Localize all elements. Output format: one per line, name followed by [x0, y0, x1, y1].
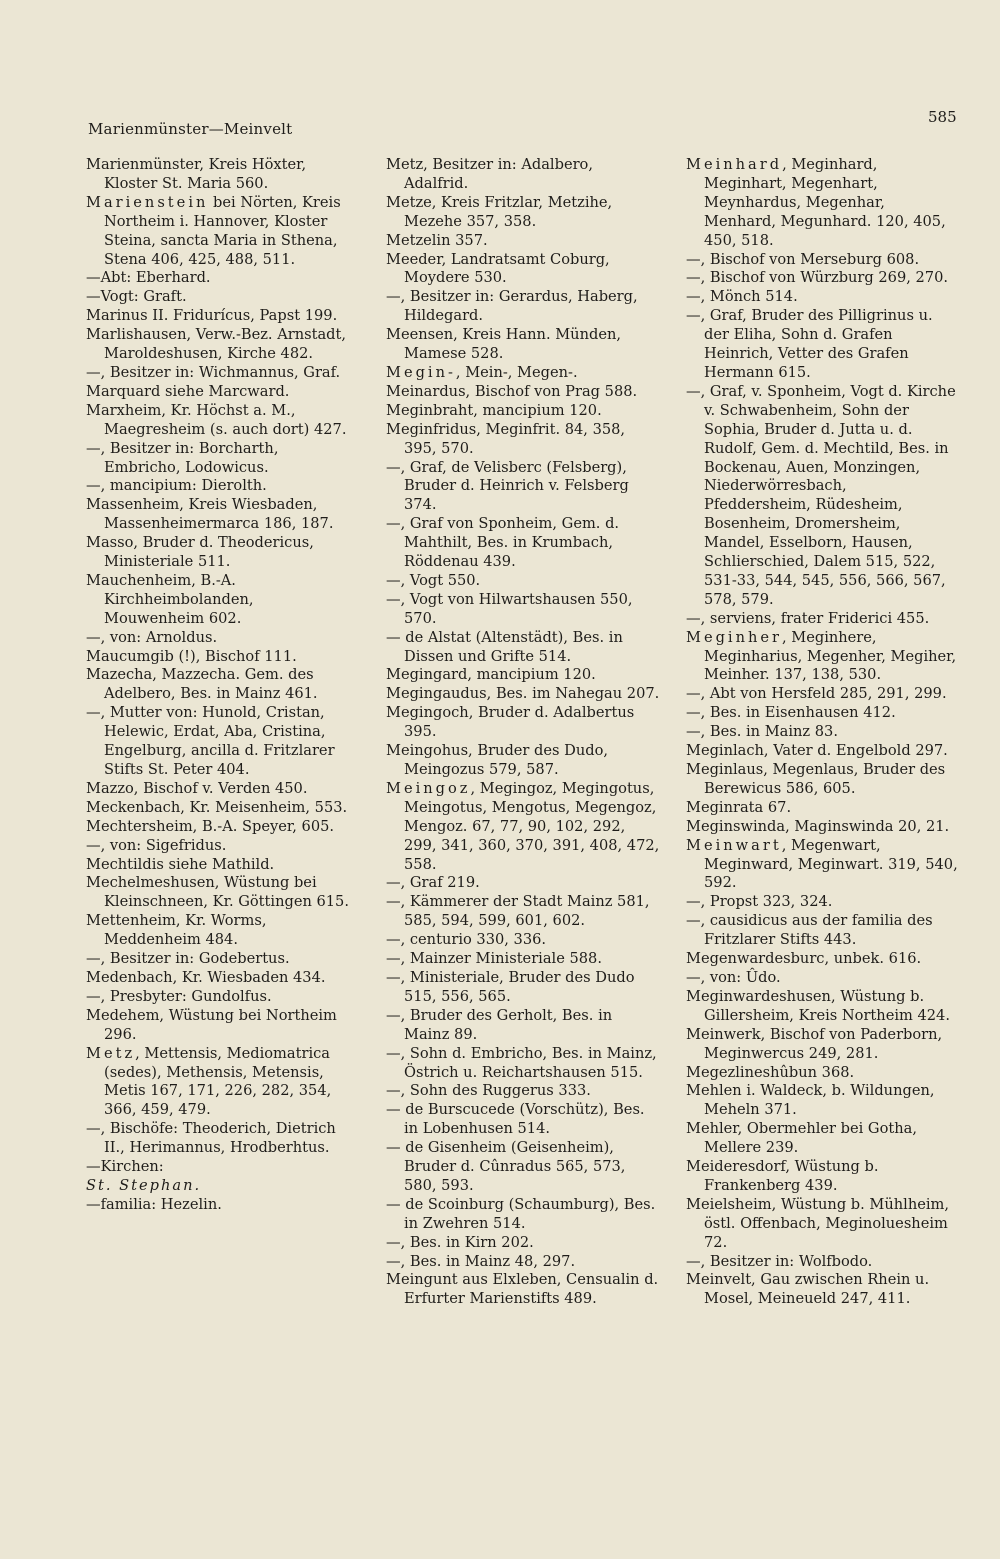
running-title: Marienmünster—Meinvelt: [88, 120, 293, 138]
index-entry: Metze, Kreis Fritzlar, Metzihe, Mezehe 357, 358.: [386, 193, 613, 230]
index-entry: —, centurio 330, 336.: [386, 931, 547, 949]
index-entry: Meginfridus, Meginfrit. 84, 358, 395, 570.: [386, 420, 626, 457]
index-entry: Mazzo, Bischof v. Verden 450.: [86, 779, 308, 797]
index-entry: Mehler, Obermehler bei Gotha, Mellere 239.: [686, 1120, 917, 1157]
index-entry: Meeder, Landratsamt Coburg, Moydere 530.: [386, 250, 610, 287]
index-entry: —Abt: Eberhard.: [86, 269, 211, 287]
index-column-1: [86, 156, 358, 1215]
index-entry: Mehlen i. Waldeck, b. Wildungen, Meheln 371.: [686, 1082, 935, 1119]
index-entry: —, Mutter von: Hunold, Cristan, Helewic, Erdat, Aba, Cristina, Engelburg, ancilla d. Fritzlarer Stifts St. Peter 404.: [86, 704, 335, 778]
index-entry: Mazecha, Mazzecha. Gem. des Adelbero, Bes. in Mainz 461.: [86, 666, 318, 703]
index-entry: Megin-, Mein-, Megen-.: [386, 363, 578, 381]
index-entry: Meckenbach, Kr. Meisenheim, 553.: [86, 798, 348, 816]
index-entry: Megingard, mancipium 120.: [386, 666, 596, 684]
index-entry: Meinwerk, Bischof von Paderborn, Meginwercus 249, 281.: [686, 1025, 943, 1062]
index-entry: Meginrata 67.: [686, 798, 792, 816]
index-entry: Meginher, Meginhere, Meginharius, Megenher, Megiher, Meinher. 137, 138, 530.: [686, 628, 957, 684]
index-entry: Megezlineshûbun 368.: [686, 1063, 855, 1081]
index-entry: —, von: Arnoldus.: [86, 628, 218, 646]
index-entry: Marquard siehe Marcward.: [86, 382, 290, 400]
index-entry: —, Besitzer in: Wichmannus, Graf.: [86, 363, 341, 381]
index-entry: —, Presbyter: Gundolfus.: [86, 987, 272, 1005]
index-entry: Megingaudus, Bes. im Nahegau 207.: [386, 685, 660, 703]
index-entry: Meinhard, Meginhard, Meginhart, Megenhart, Meynhardus, Megenhar, Menhard, Megunhard. 120, 405, 450, 518.: [686, 156, 946, 249]
index-entry: Metz, Mettensis, Mediomatrica (sedes), Methensis, Metensis, Metis 167, 171, 226, 282, 354, 366, 459, 479.: [86, 1044, 332, 1119]
index-entry: —familia: Hezelin.: [86, 1195, 222, 1213]
index-entry: Marlishausen, Verw.-Bez. Arnstadt, Maroldeshusen, Kirche 482.: [86, 326, 347, 363]
index-entry: Meinvelt, Gau zwischen Rhein u. Mosel, Meineueld 247, 411.: [686, 1271, 930, 1308]
index-column-3: [686, 156, 958, 1309]
index-entry: Meinwart, Megenwart, Meginward, Meginwart. 319, 540, 592.: [686, 836, 958, 892]
index-entry: Metz, Besitzer in: Adalbero, Adalfrid.: [386, 156, 593, 192]
index-entry: —, Mönch 514.: [686, 288, 798, 306]
index-entry: —, Besitzer in: Gerardus, Haberg, Hildegard.: [386, 288, 638, 325]
index-entry: Mechtildis siehe Mathild.: [86, 855, 275, 873]
index-entry: Metzelin 357.: [386, 231, 488, 249]
index-entry: —, serviens, frater Friderici 455.: [686, 609, 930, 627]
index-entry: —, mancipium: Dierolth.: [86, 477, 267, 495]
index-entry: —, Bes. in Kirn 202.: [386, 1233, 534, 1251]
index-entry: Mauchenheim, B.-A. Kirchheimbolanden, Mouwenheim 602.: [86, 571, 254, 627]
index-entry: Mechtersheim, B.-A. Speyer, 605.: [86, 817, 335, 835]
index-entry: Masso, Bruder d. Theodericus, Ministeriale 511.: [86, 534, 314, 571]
index-entry: —, Graf 219.: [386, 874, 480, 892]
index-entry: Meginlach, Vater d. Engelbold 297.: [686, 742, 948, 760]
index-entry: —, Besitzer in: Godebertus.: [86, 950, 290, 968]
index-entry: Medehem, Wüstung bei Northeim 296.: [86, 1006, 337, 1043]
index-entry: —Kirchen:: [86, 1158, 164, 1176]
page-number: 585: [928, 108, 957, 126]
index-entry: —, causidicus aus der familia des Fritzlarer Stifts 443.: [686, 912, 933, 949]
index-entry: —, Bischof von Würzburg 269, 270.: [686, 269, 949, 287]
index-entry: —, Ministeriale, Bruder des Dudo 515, 556, 565.: [386, 968, 635, 1005]
index-entry: —, Bes. in Mainz 48, 297.: [386, 1252, 576, 1270]
index-entry: Meinardus, Bischof von Prag 588.: [386, 382, 638, 400]
index-entry: —, Bruder des Gerholt, Bes. in Mainz 89.: [386, 1006, 613, 1043]
index-entry: Megingoch, Bruder d. Adalbertus 395.: [386, 704, 635, 741]
index-entry: — de Scoinburg (Schaumburg), Bes. in Zwehren 514.: [386, 1195, 656, 1232]
index-entry: Massenheim, Kreis Wiesbaden, Massenheimermarca 186, 187.: [86, 496, 334, 533]
index-entry: Meginwardeshusen, Wüstung b. Gillersheim, Kreis Northeim 424.: [686, 987, 950, 1024]
index-entry: Maucumgib (!), Bischof 111.: [86, 647, 297, 665]
index-entry: —, Kämmerer der Stadt Mainz 581, 585, 594, 599, 601, 602.: [386, 893, 650, 930]
index-entry: —, Propst 323, 324.: [686, 893, 833, 911]
index-entry: —, Abt von Hersfeld 285, 291, 299.: [686, 685, 947, 703]
index-entry: Meingunt aus Elxleben, Censualin d. Erfurter Marienstifts 489.: [386, 1271, 659, 1308]
index-entry: —, Graf, v. Sponheim, Vogt d. Kirche v. Schwabenheim, Sohn der Sophia, Bruder d. Jutta u. d. Rudolf, Gem. d. Mechtild, Bes. in Bockenau, Auen, Monzingen, Niederwörresbach, Pfeddersheim, Rüdesheim, Bosenheim, Dromersheim, Mandel, Esselborn, Hausen, Schlierschied, Dalem 515, 522, 531-33, 544, 545, 556, 566, 567, 578, 579.: [686, 382, 956, 608]
index-entry: Meginbraht, mancipium 120.: [386, 401, 602, 419]
index-entry: —, Vogt 550.: [386, 571, 481, 589]
index-entry: —, Vogt von Hilwartshausen 550, 570.: [386, 590, 633, 627]
index-entry: —, von: Ûdo.: [686, 968, 781, 986]
index-entry: —, Bes. in Eisenhausen 412.: [686, 704, 896, 722]
index-entry: —, Graf, Bruder des Pilligrinus u. der Eliha, Sohn d. Grafen Heinrich, Vetter des Grafen Hermann 615.: [686, 307, 933, 381]
index-entry: Meideresdorf, Wüstung b. Frankenberg 439.: [686, 1158, 879, 1194]
index-entry: Meensen, Kreis Hann. Münden, Mamese 528.: [386, 326, 621, 363]
index-entry: —, Sohn d. Embricho, Bes. in Mainz, Östrich u. Reichartshausen 515.: [386, 1044, 657, 1081]
index-entry: Meginlaus, Megenlaus, Bruder des Berewicus 586, 605.: [686, 761, 946, 797]
index-entry: —, Mainzer Ministeriale 588.: [386, 950, 602, 968]
index-entry: —, Bischöfe: Theoderich, Dietrich II., Herimannus, Hrodberhtus.: [86, 1120, 336, 1157]
index-entry: —, Graf, de Velisberc (Felsberg), Bruder d. Heinrich v. Felsberg 374.: [386, 458, 629, 514]
index-entry: —, Besitzer in: Wolfbodo.: [686, 1252, 873, 1270]
index-column-2: [386, 156, 660, 1309]
index-entry: Mechelmeshusen, Wüstung bei Kleinschneen, Kr. Göttingen 615.: [86, 874, 349, 911]
index-entry: Meielsheim, Wüstung b. Mühlheim, östl. Offenbach, Meginoluesheim 72.: [686, 1195, 950, 1251]
index-entry: —, von: Sigefridus.: [86, 836, 227, 854]
index-entry: Mettenheim, Kr. Worms, Meddenheim 484.: [86, 912, 267, 949]
index-entry: — de Alstat (Altenstädt), Bes. in Dissen und Grifte 514.: [386, 628, 623, 665]
index-entry: —, Bischof von Merseburg 608.: [686, 250, 920, 268]
index-entry: Meingoz, Megingoz, Megingotus, Meingotus, Mengotus, Megengoz, Mengoz. 67, 77, 90, 102, 292, 299, 341, 360, 370, 391, 408, 472, 558.: [386, 779, 660, 873]
index-entry: St. Stephan.: [86, 1176, 202, 1194]
index-entry: Marxheim, Kr. Höchst a. M., Maegresheim (s. auch dort) 427.: [86, 401, 347, 438]
index-entry: Marienstein bei Nörten, Kreis Northeim i. Hannover, Kloster Steina, sancta Maria in Sthena, Stena 406, 425, 488, 511.: [86, 193, 341, 268]
index-entry: Meginswinda, Maginswinda 20, 21.: [686, 817, 950, 835]
index-entry: Meingohus, Bruder des Dudo, Meingozus 579, 587.: [386, 742, 609, 778]
index-entry: Marienmünster, Kreis Höxter, Kloster St. Maria 560.: [86, 156, 307, 192]
index-entry: — de Gisenheim (Geisenheim), Bruder d. Cûnradus 565, 573, 580, 593.: [386, 1139, 626, 1194]
index-entry: Megenwardesburc, unbek. 616.: [686, 950, 922, 968]
index-entry: —, Bes. in Mainz 83.: [686, 723, 838, 741]
index-entry: —, Sohn des Ruggerus 333.: [386, 1082, 591, 1100]
index-entry: Medenbach, Kr. Wiesbaden 434.: [86, 968, 326, 986]
index-entry: Marinus II. Fridurícus, Papst 199.: [86, 307, 338, 325]
index-entry: —, Graf von Sponheim, Gem. d. Mahthilt, Bes. in Krumbach, Röddenau 439.: [386, 515, 620, 571]
index-entry: —, Besitzer in: Borcharth, Embricho, Lodowicus.: [86, 439, 279, 476]
index-entry: —Vogt: Graft.: [86, 288, 187, 306]
index-entry: — de Burscucede (Vorschütz), Bes. in Lobenhusen 514.: [386, 1101, 645, 1138]
